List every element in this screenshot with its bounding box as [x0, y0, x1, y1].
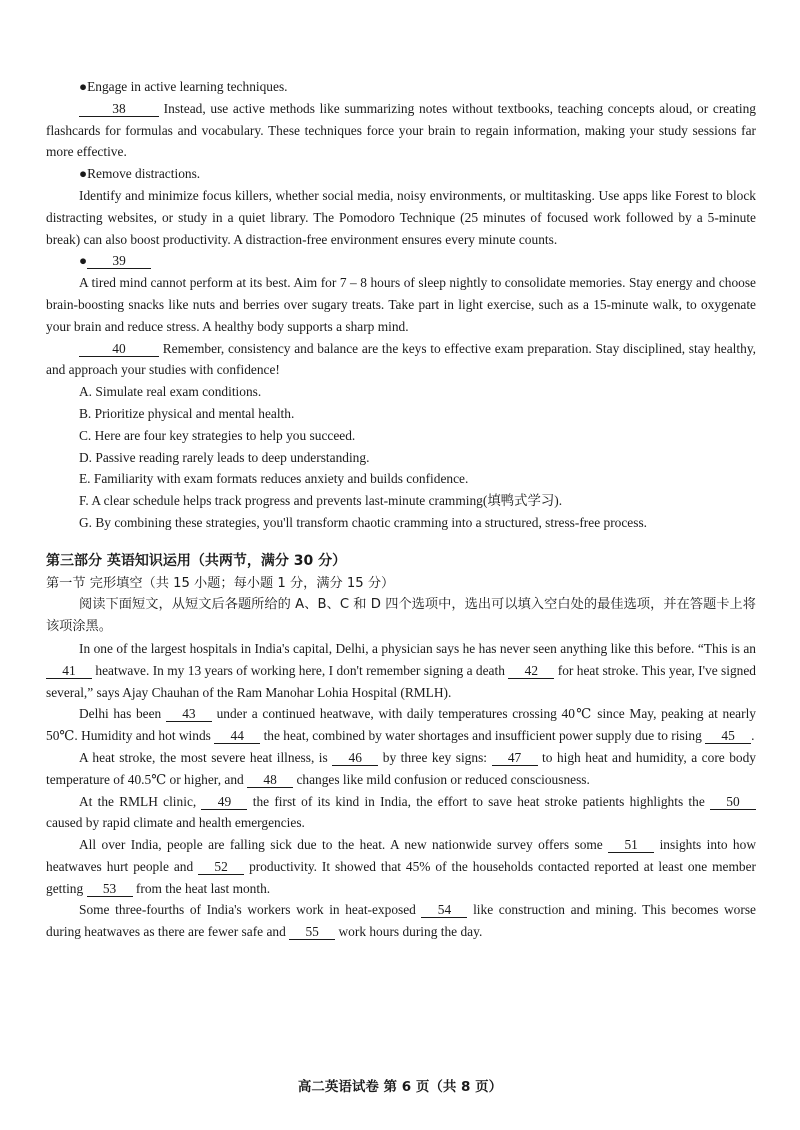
answer-blank-38: 38	[79, 101, 159, 117]
cloze-paragraph-3	[46, 747, 756, 791]
answer-blank-49: 49	[201, 794, 247, 810]
answer-blank-51: 51	[608, 837, 654, 853]
answer-blank-44: 44	[214, 728, 260, 744]
text-run: Some three-fourths of India's workers work in heat-exposed	[79, 902, 422, 918]
text-run: work hours during the day.	[335, 924, 483, 940]
part-three-title: 第三部分 英语知识运用（共两节，满分 30 分）	[46, 552, 347, 569]
option-c: C. Here are four key strategies to help you succeed.	[79, 427, 356, 443]
paragraph-38	[46, 98, 756, 163]
text-run: insights into how heatwaves hurt people and	[46, 837, 756, 874]
answer-blank-55: 55	[289, 924, 335, 940]
paragraph-38-text: Instead, use active methods like summarizing notes without textbooks, teaching concepts aloud, or creating flashcards for formulas and vocabulary. These techniques force your brain to regain information, making your study sessions far more effective.	[46, 100, 756, 160]
text-run: by three key signs:	[378, 749, 492, 765]
cloze-instructions: 阅读下面短文，从短文后各题所给的 A、B、C 和 D 四个选项中，选出可以填入空白处的最佳选项，并在答题卡上将该项涂黑。	[46, 597, 756, 635]
answer-blank-41: 41	[46, 663, 92, 679]
option-a: A. Simulate real exam conditions.	[79, 384, 262, 400]
cloze-paragraph-4	[46, 791, 756, 835]
option-d: D. Passive reading rarely leads to deep understanding.	[79, 449, 370, 465]
text-run: All over India, people are falling sick due to the heat. A new nationwide survey offers some	[79, 837, 609, 853]
text-run: like construction and mining. This becomes worse during heatwaves as there are fewer safe and	[46, 902, 756, 940]
answer-blank-43: 43	[166, 706, 212, 722]
page-footer: 高二英语试卷 第 6 页（共 8 页）	[297, 1079, 503, 1095]
text-run: A heat stroke, the most severe heat illness, is	[79, 749, 333, 765]
cloze-paragraph-1	[46, 638, 756, 703]
cloze-paragraph-5	[46, 834, 756, 899]
option-e: E. Familiarity with exam formats reduces anxiety and builds confidence.	[79, 471, 469, 487]
strategy-heading-active-learning: ●Engage in active learning techniques.	[79, 79, 288, 94]
text-run: to high heat and humidity, a core body temperature of 40.5℃ or higher, and	[46, 749, 757, 787]
text-run: the heat, combined by water shortages and insufficient power supply due to rising	[260, 728, 706, 744]
option-f: F. A clear schedule helps track progress and prevents last-minute cramming(填鸭式学习).	[79, 493, 563, 509]
option-g: G. By combining these strategies, you'll transform chaotic cramming into a structured, stress-free process.	[79, 514, 648, 530]
cloze-paragraph-6	[46, 899, 756, 943]
answer-blank-50: 50	[710, 794, 756, 810]
cloze-paragraph-2	[46, 703, 756, 747]
strategy-heading-39	[46, 250, 756, 272]
paragraph-40	[46, 338, 756, 382]
paragraph-distractions: Identify and minimize focus killers, whether social media, noisy environments, or multitasking. Use apps like Forest to block distracting websites, or study in a quiet library. The Pomodoro Technique (25 minutes of focused work followed by a 5-minute break) can also boost productivity. A distraction-free environment ensures every minute counts.	[46, 187, 756, 247]
text-run: heatwave. In my 13 years of working here, I don't remember signing a death	[92, 662, 509, 678]
exam-page	[46, 76, 756, 943]
answer-blank-42: 42	[508, 663, 554, 679]
answer-blank-40: 40	[79, 341, 159, 357]
text-run: .	[751, 728, 755, 744]
text-run: for heat stroke. This year, I've signed several,” says Ajay Chauhan of the Ram Manohar Lohia Hospital (RMLH).	[46, 662, 757, 700]
text-run: At the RMLH clinic,	[79, 793, 202, 809]
section-gap	[46, 534, 756, 551]
paragraph-40-text: Remember, consistency and balance are the keys to effective exam preparation. Stay disciplined, stay healthy, and approach your studies with confidence!	[46, 340, 756, 378]
text-run: Delhi has been	[79, 706, 166, 722]
answer-blank-45: 45	[705, 728, 751, 744]
strategy-heading-distractions: ●Remove distractions.	[79, 166, 201, 182]
text-run: In one of the largest hospitals in India's capital, Delhi, a physician says he has never seen anything like this before. “This is an	[79, 640, 756, 656]
bullet-icon: ●	[79, 253, 88, 269]
answer-blank-53: 53	[87, 881, 133, 897]
text-run: productivity. It showed that 45% of the households contacted reported at least one member getting	[46, 858, 756, 896]
answer-blank-47: 47	[492, 750, 538, 766]
answer-blank-48: 48	[247, 772, 293, 788]
text-run: changes like mild confusion or reduced consciousness.	[293, 771, 590, 787]
text-run: caused by rapid climate and health emergencies.	[46, 815, 305, 831]
answer-blank-39: 39	[87, 253, 151, 269]
text-run: the first of its kind in India, the effort to save heat stroke patients highlights the	[247, 793, 710, 809]
paragraph-health: A tired mind cannot perform at its best. Aim for 7 – 8 hours of sleep nightly to consolidate memories. Stay energy and choose brain-boosting snacks like nuts and berries over sugary treats. Take part in light exercise, such as a 15-minute walk, to oxygenate your brain and reduce stress. A healthy body supports a sharp mind.	[46, 275, 756, 334]
option-b: B. Prioritize physical and mental health.	[79, 405, 295, 421]
text-run: from the heat last month.	[132, 880, 271, 896]
answer-blank-46: 46	[332, 750, 378, 766]
section-one-title: 第一节 完形填空（共 15 小题；每小题 1 分，满分 15 分）	[46, 575, 395, 591]
text-run: under a continued heatwave, with daily temperatures crossing 40℃ since May, peaking at nearly 50℃. Humidity and hot winds	[46, 706, 756, 744]
answer-blank-54: 54	[421, 902, 467, 918]
answer-blank-52: 52	[198, 859, 244, 875]
